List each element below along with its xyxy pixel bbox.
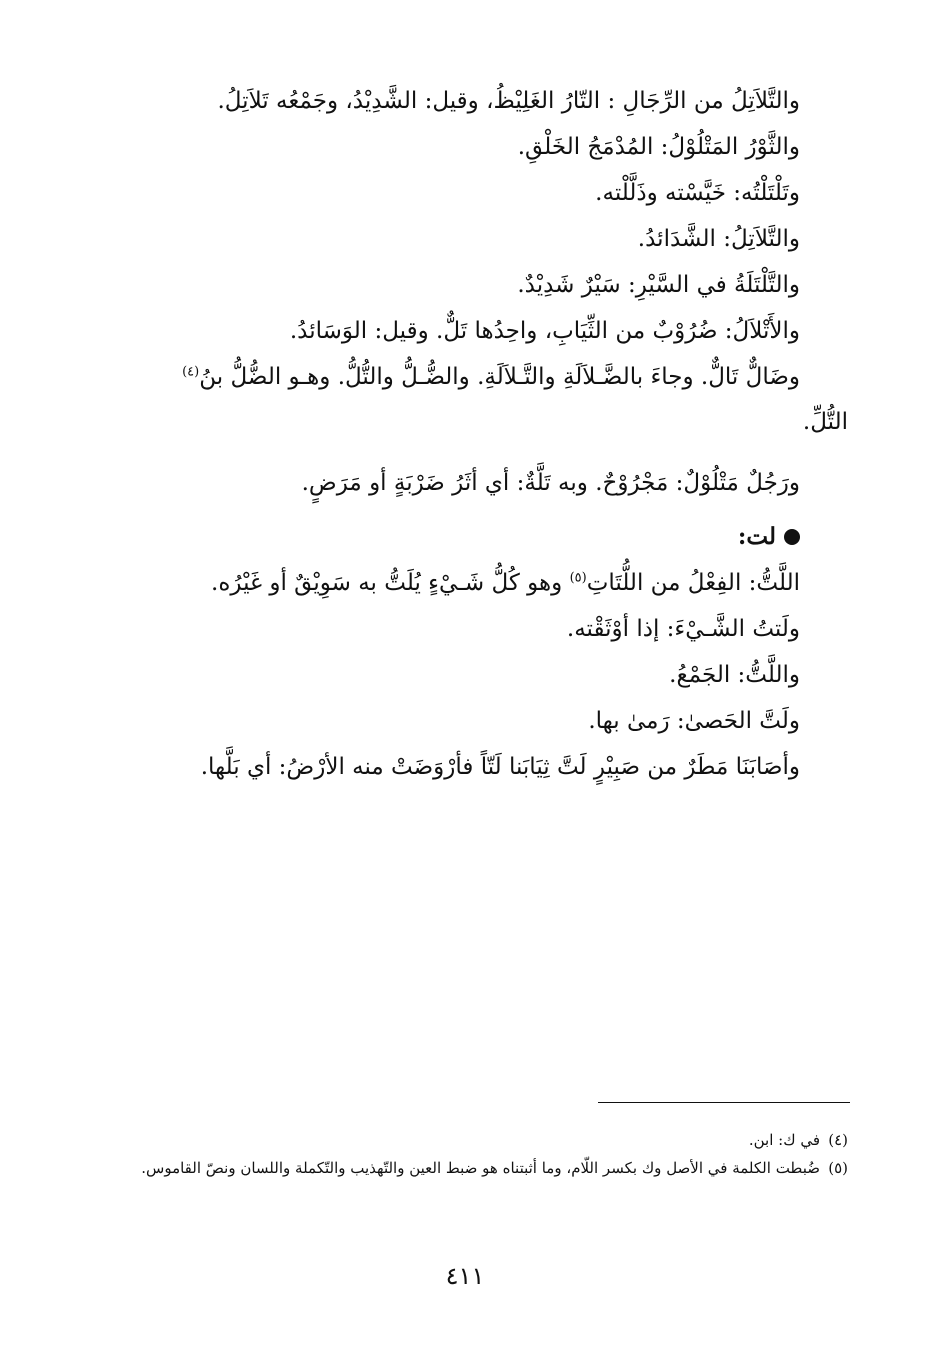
text-line: واللَّتُّ: الجَمْعُ. xyxy=(669,662,800,688)
text-line: وتَلْتَلْتُه: خَيَّسْته وذَلَّلْته. xyxy=(595,180,800,206)
footnote-text: ضُبطت الكلمة في الأصل وك بكسر اللّام، وما أثبتناه هو ضبط العين والتّهذيب والتّكملة واللسان ونصّ القاموس. xyxy=(141,1159,820,1177)
section-heading-label: لت: xyxy=(737,523,776,550)
text-line: وأصَابَنَا مَطَرٌ من صَبِيْرٍ لَتَّ ثِيَابَنا لَتّاً فأرْوَضَتْ منه الأرْضُ: أي بَلَّها. xyxy=(200,754,800,780)
footnote-reference: (٥) xyxy=(569,570,587,586)
text-line: ورَجُلٌ مَتْلُوْلٌ: مَجْرُوْحٌ. وبه تَلَّةٌ: أي أثَرُ ضَرْبَةٍ أو مَرَضٍ. xyxy=(301,470,800,496)
footnote-number: (٥) xyxy=(828,1159,848,1177)
text-line-continuation: التُّلِّ. xyxy=(802,409,848,435)
text-line-with-footnote xyxy=(120,560,800,606)
footnote xyxy=(118,1154,848,1182)
text-line: ولَتَّ الحَصىٰ: رَمىٰ بها. xyxy=(588,708,800,734)
text-segment: وضَالٌّ تَالٌّ. وجاءَ بالضَّـلاَلَةِ والتَّـلاَلَةِ. والضُّـلُّ والتُّلُّ. وهـو الضُّلُّ بنُ xyxy=(199,364,800,390)
bullet-dot-icon xyxy=(784,529,800,545)
text-line: والتَّلاَتِلُ من الرِّجَالِ : التّارُ الغَلِيْظُ، وقيل: الشَّدِيْدُ، وجَمْعُه تَلاَتِلُ. xyxy=(217,88,800,114)
text-line-with-footnote xyxy=(120,354,800,400)
text-segment: وهو كُلُّ شَـيْءٍ يُلَتُّ به سَوِيْقٌ أو غَيْرُه. xyxy=(211,570,570,596)
footnote-separator xyxy=(598,1102,850,1103)
text-line: والتَّلْتَلَةُ في السَّيْرِ: سَيْرٌ شَدِيْدٌ. xyxy=(517,272,800,298)
footnotes xyxy=(118,1126,848,1182)
text-segment: اللَّتُّ: الفِعْلُ من اللُّتَاتِ xyxy=(586,570,800,596)
main-text xyxy=(120,78,848,790)
footnote-reference: (٤) xyxy=(182,364,200,380)
section-heading xyxy=(120,514,800,560)
text-line: ولَتتُ الشَّـيْءَ: إذا أوْثَقْته. xyxy=(566,616,800,642)
text-line: والثَّوْرُ المَتْلُوْلُ: المُدْمَجُ الخَلْقِ. xyxy=(517,134,800,160)
footnote xyxy=(118,1126,848,1154)
page-number: ٤١١ xyxy=(445,1262,485,1290)
footnote-text: في ك: ابن. xyxy=(748,1131,820,1149)
text-line: والتَّلاَتِلُ: الشَّدَائدُ. xyxy=(637,226,800,252)
text-line: والأَتْلاَلُ: ضُرُوْبٌ من الثِّيَابِ، واحِدُها تَلٌّ. وقيل: الوَسَائدُ. xyxy=(289,318,800,344)
footnote-number: (٤) xyxy=(828,1131,848,1149)
